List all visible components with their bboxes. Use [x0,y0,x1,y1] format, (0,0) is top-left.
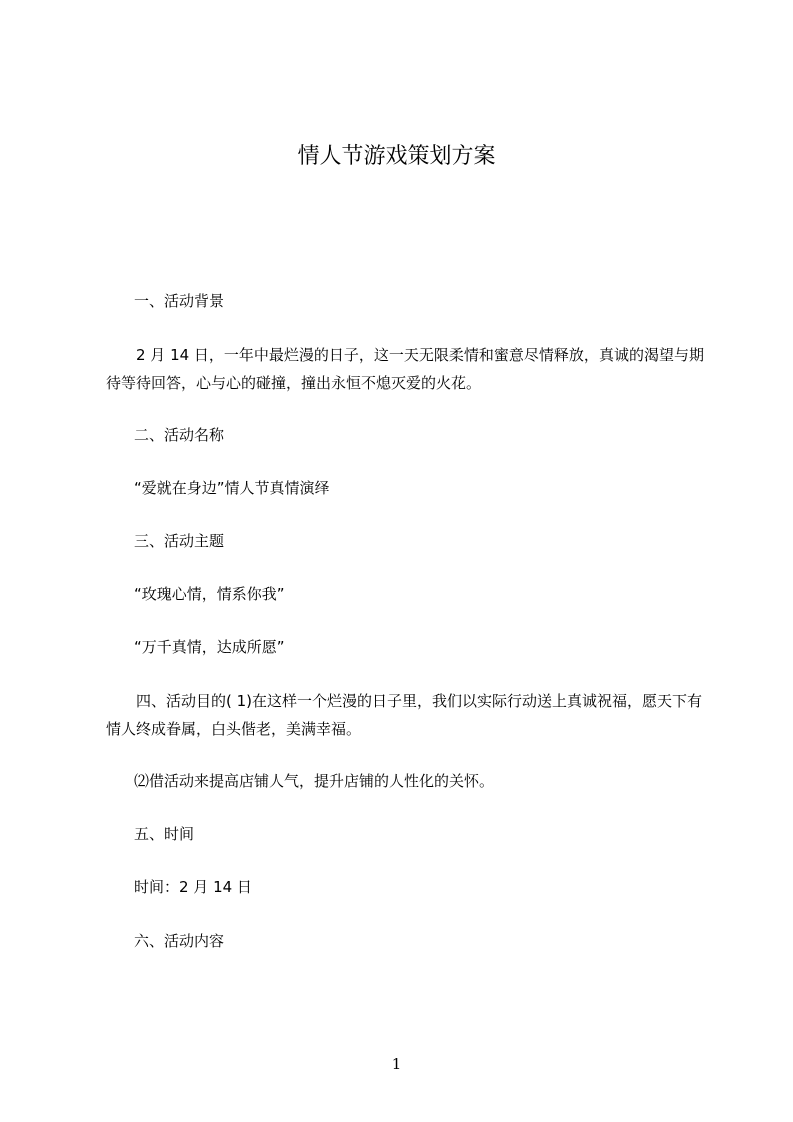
section-heading-name: 二、活动名称 [134,426,225,444]
section-heading-background: 一、活动背景 [134,292,225,310]
page-number: 1 [391,1055,402,1073]
section-heading-time: 五、时间 [134,825,195,843]
section-heading-theme: 三、活动主题 [134,532,225,550]
section-heading-content: 六、活动内容 [134,932,225,950]
theme-slogan-1: “玫瑰心情，情系你我” [134,585,285,603]
background-paragraph: 2 月 14 日，一年中最烂漫的日子，这一天无限柔情和蜜意尽情释放，真诚的渴望与期待等待回答，心与心的碰撞，撞出永恒不熄灭爱的火花。 [106,346,704,392]
time-text: 时间：2 月 14 日 [134,878,252,896]
purpose-paragraph: 四、活动目的( 1)在这样一个烂漫的日子里，我们以实际行动送上真诚祝福，愿天下有情人终成眷属，白头偕老，美满幸福。 [106,692,703,738]
document-title: 情人节游戏策划方案 [297,144,496,169]
theme-slogan-2: “万千真情，达成所愿” [134,638,285,656]
purpose-point-2: ⑵借活动来提高店铺人气，提升店铺的人性化的关怀。 [134,772,495,790]
activity-name-text: “爱就在身边”情人节真情演绎 [134,479,330,497]
